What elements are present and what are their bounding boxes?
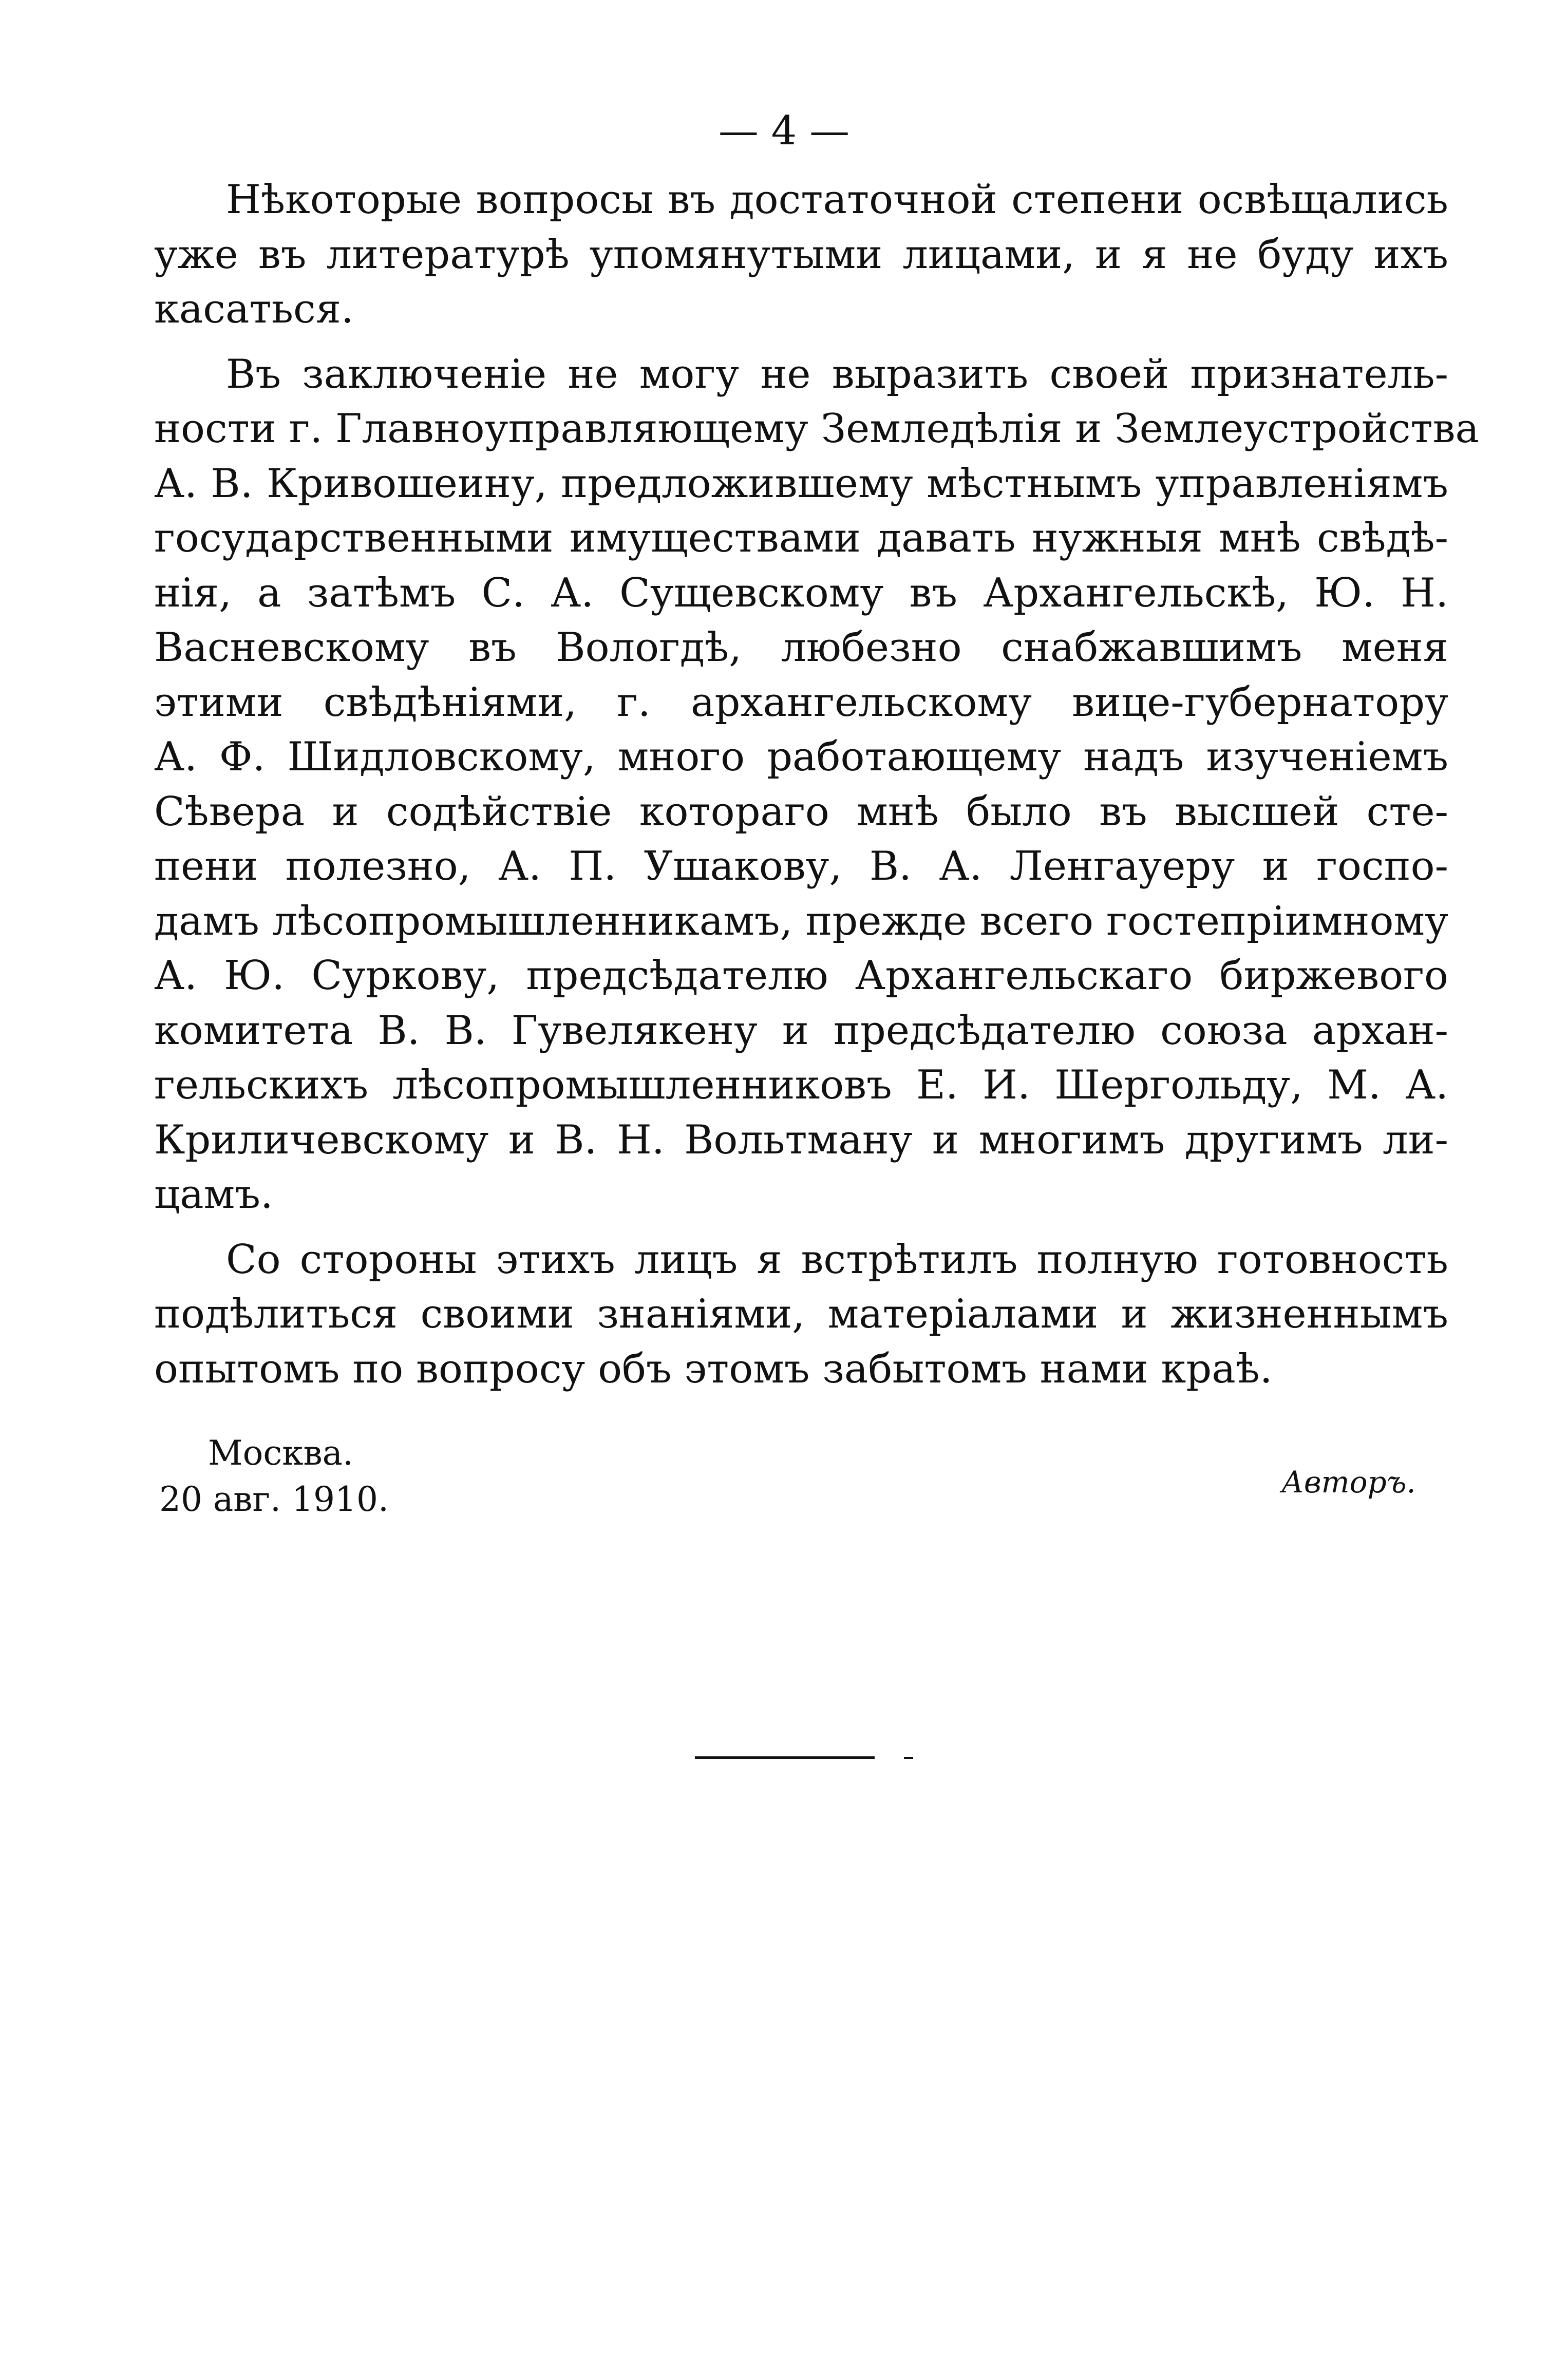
text-line: этими свѣдѣніями, г. архангельскому вице-губернатору (154, 679, 1448, 726)
text-line: А. В. Кривошеину, предложившему мѣстнымъ управленіямъ (154, 460, 1448, 507)
body-text (154, 173, 1479, 1407)
text-line: А. Ф. Шидловскому, много работающему надъ изученіемъ (154, 734, 1448, 780)
text-line: цамъ. (154, 1171, 273, 1218)
closing-rule-mark (904, 1757, 913, 1759)
text-line: опытомъ по вопросу объ этомъ забытомъ нами краѣ. (154, 1345, 1273, 1392)
signature-place: Москва. (208, 1433, 354, 1473)
text-line: уже въ литературѣ упомянутыми лицами, и я не буду ихъ (154, 231, 1448, 278)
signature-date: 20 авг. 1910. (159, 1480, 389, 1519)
page-number: — 4 — (718, 108, 850, 154)
closing-rule (695, 1756, 875, 1759)
text-line: ности г. Главноуправляющему Земледѣлія и Землеустройства (154, 406, 1479, 452)
text-line: пени полезно, А. П. Ушакову, В. А. Ленгауеру и госпо- (154, 843, 1448, 889)
paragraph-3 (154, 1233, 1448, 1397)
text-line: А. Ю. Суркову, предсѣдателю Архангельскаго биржевого (154, 953, 1448, 999)
text-line: Васневскому въ Вологдѣ, любезно снабжавшимъ меня (154, 624, 1448, 671)
text-line: гельскихъ лѣсопромышленниковъ Е. И. Шергольду, М. А. (154, 1062, 1448, 1108)
paragraph-2 (154, 347, 1479, 1222)
text-line: Въ заключеніе не могу не выразить своей признатель- (226, 351, 1448, 397)
signature-author: Авторъ. (1281, 1465, 1416, 1500)
text-line: комитета В. В. Гувелякену и предсѣдателю союза архан- (154, 1007, 1448, 1054)
text-line: государственными имуществами давать нужныя мнѣ свѣдѣ- (154, 515, 1448, 561)
text-line: касаться. (154, 286, 354, 332)
text-line: нія, а затѣмъ С. А. Сущевскому въ Архангельскѣ, Ю. Н. (154, 570, 1448, 616)
paragraph-1 (154, 173, 1448, 337)
text-line: Сѣвера и содѣйствіе котораго мнѣ было въ высшей сте- (154, 788, 1448, 835)
text-line: подѣлиться своими знаніями, матеріалами и жизненнымъ (154, 1291, 1448, 1337)
text-line: Криличевскому и В. Н. Вольтману и многимъ другимъ ли- (154, 1116, 1448, 1163)
text-line: Нѣкоторые вопросы въ достаточной степени освѣщались (226, 177, 1448, 223)
text-line: Со стороны этихъ лицъ я встрѣтилъ полную готовность (226, 1236, 1448, 1283)
text-line: дамъ лѣсопромышленникамъ, прежде всего гостепріимному (154, 898, 1448, 944)
